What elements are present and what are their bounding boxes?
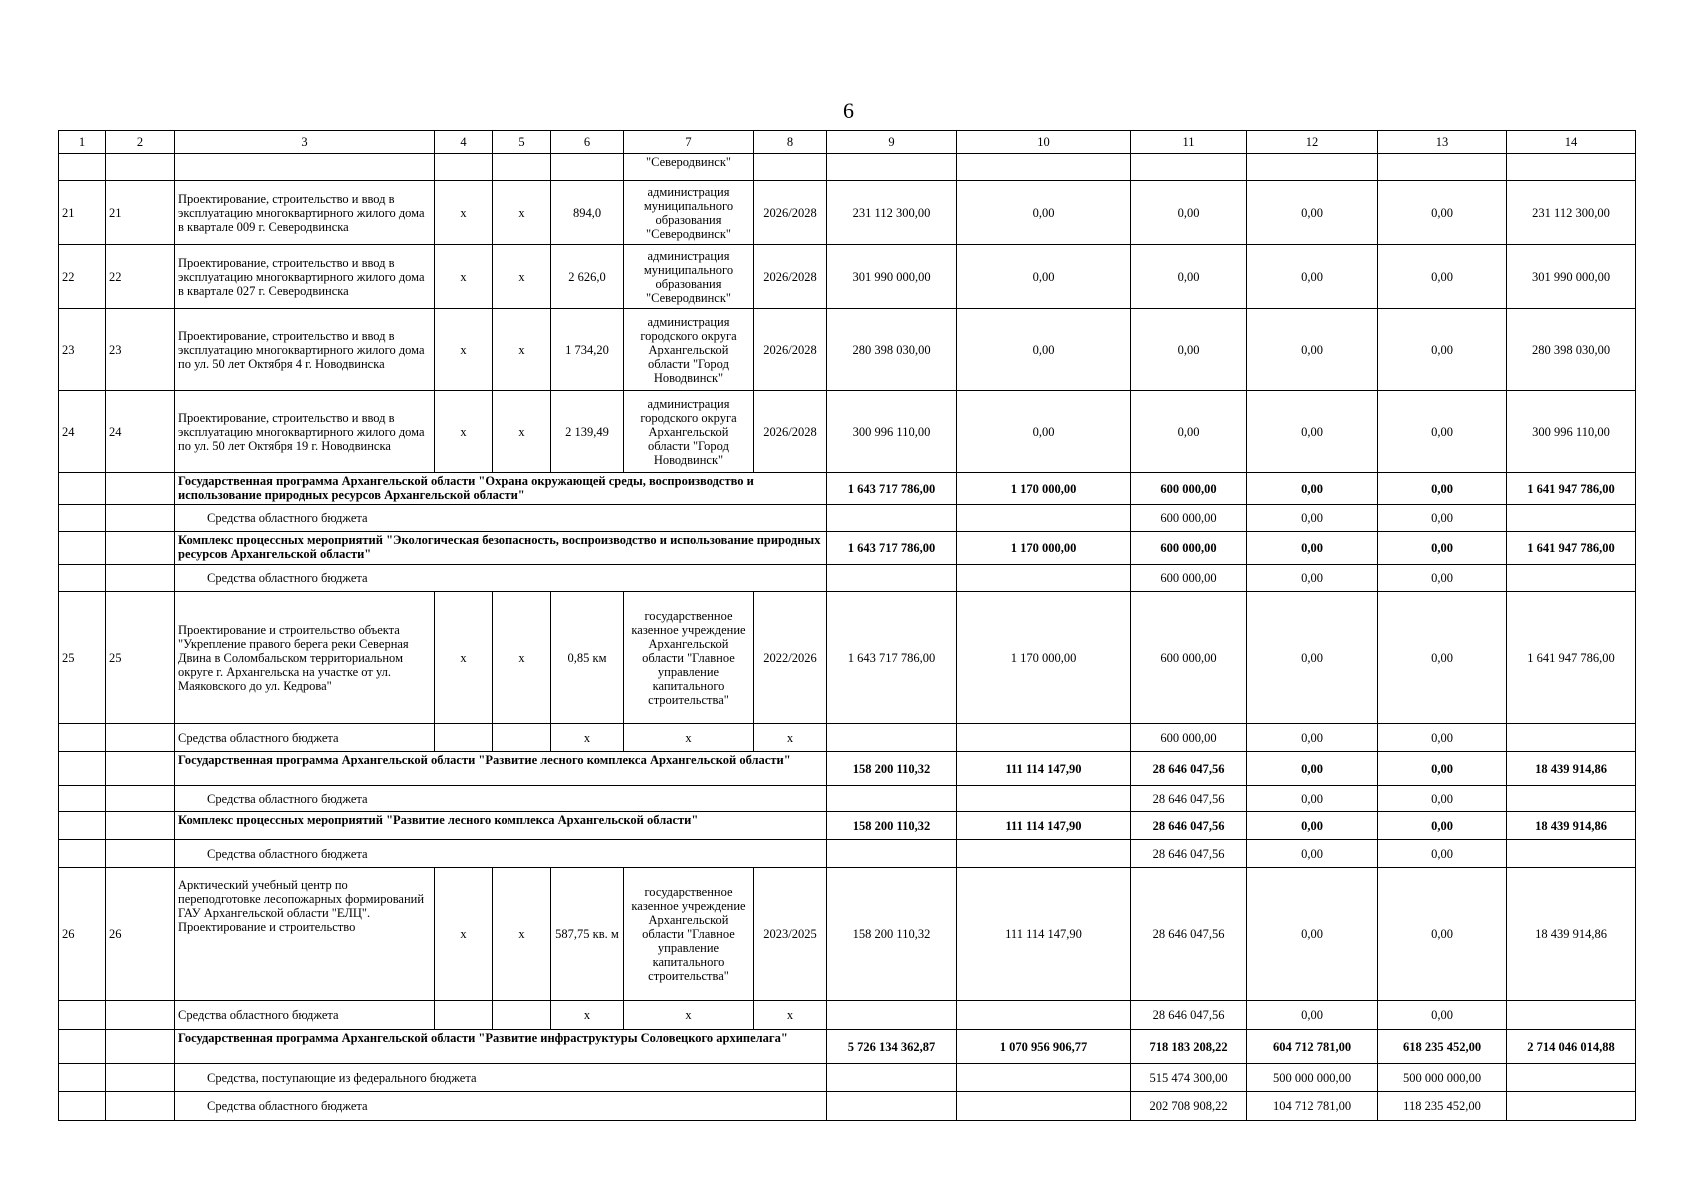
amount-col9: 280 398 030,00 [827,309,957,391]
page-number: 6 [843,98,854,123]
amount-col10: 1 170 000,00 [957,592,1131,724]
amount-col12: 604 712 781,00 [1247,1030,1378,1064]
amount-col10: 0,00 [957,245,1131,309]
row-index: 22 [59,245,106,309]
column-number: 14 [1507,131,1636,154]
amount-col12: 0,00 [1247,786,1378,812]
column-number: 7 [624,131,754,154]
capacity-cell: 0,85 км [551,592,624,724]
row-number: 23 [106,309,175,391]
amount-col13: 118 235 452,00 [1378,1092,1507,1121]
amount-col13: 0,00 [1378,724,1507,752]
program-title: Государственная программа Архангельской области "Развитие инфраструктуры Соловецкого архипелага" [175,1030,827,1064]
amount-col10: 1 070 956 906,77 [957,1030,1131,1064]
organization-cell: государственное казенное учреждение Архангельской области "Главное управление капитального строительства" [624,868,754,1001]
amount-col11: 600 000,00 [1131,565,1247,592]
amount-col13: 0,00 [1378,840,1507,868]
cell-col7: x [624,724,754,752]
amount-col14: 18 439 914,86 [1507,868,1636,1001]
cell-col4: x [435,868,493,1001]
organization-cell: администрация городского округа Архангельской области "Город Новодвинск" [624,391,754,473]
complex-total-row [59,532,1636,565]
funding-source-row [59,565,1636,592]
amount-col12: 0,00 [1247,724,1378,752]
period-cell: 2026/2028 [754,391,827,473]
table-row [59,245,1636,309]
cell-col5: x [493,592,551,724]
capacity-cell: 894,0 [551,181,624,245]
amount-col12: 0,00 [1247,812,1378,840]
cell-col8: x [754,1001,827,1030]
cell-col6: x [551,724,624,752]
amount-col9: 158 200 110,32 [827,752,957,786]
amount-col14: 2 714 046 014,88 [1507,1030,1636,1064]
capacity-cell: 587,75 кв. м [551,868,624,1001]
amount-col11: 28 646 047,56 [1131,786,1247,812]
amount-col11: 28 646 047,56 [1131,812,1247,840]
column-number: 10 [957,131,1131,154]
object-description: Проектирование, строительство и ввод в эксплуатацию многоквартирного жилого дома по ул. 50 лет Октября 4 г. Новодвинска [175,309,435,391]
cell-col8: x [754,724,827,752]
amount-col10: 1 170 000,00 [957,532,1131,565]
object-description: Проектирование, строительство и ввод в эксплуатацию многоквартирного жилого дома по ул. 50 лет Октября 19 г. Новодвинска [175,391,435,473]
period-cell: 2026/2028 [754,245,827,309]
funding-source-label: Средства, поступающие из федерального бюджета [175,1064,827,1092]
table-row [59,391,1636,473]
complex-title: Комплекс процессных мероприятий "Экологическая безопасность, воспроизводство и использование природных ресурсов Архангельской области" [175,532,827,565]
program-total-row [59,752,1636,786]
amount-col9: 1 643 717 786,00 [827,473,957,505]
amount-col10: 111 114 147,90 [957,752,1131,786]
amount-col13: 0,00 [1378,565,1507,592]
funding-source-label: Средства областного бюджета [175,565,827,592]
amount-col13: 0,00 [1378,592,1507,724]
program-title: Государственная программа Архангельской области "Развитие лесного комплекса Архангельской области" [175,752,827,786]
row-index: 25 [59,592,106,724]
row-number: 21 [106,181,175,245]
amount-col13: 0,00 [1378,181,1507,245]
object-description: Проектирование, строительство и ввод в эксплуатацию многоквартирного жилого дома в квартале 009 г. Северодвинска [175,181,435,245]
column-number: 5 [493,131,551,154]
amount-col9: 5 726 134 362,87 [827,1030,957,1064]
amount-col13: 0,00 [1378,752,1507,786]
cell-col4: x [435,309,493,391]
complex-title: Комплекс процессных мероприятий "Развитие лесного комплекса Архангельской области" [175,812,827,840]
column-number: 4 [435,131,493,154]
cell-col5: x [493,391,551,473]
amount-col11: 600 000,00 [1131,532,1247,565]
amount-col11: 28 646 047,56 [1131,1001,1247,1030]
object-description: Проектирование и строительство объекта "Укрепление правого берега реки Северная Двина в Соломбальском территориальном округе г. Архангельска на участке от ул. Маяковского до ул. Кедрова" [175,592,435,724]
funding-source-label: Средства областного бюджета [175,724,435,752]
amount-col14: 300 996 110,00 [1507,391,1636,473]
amount-col9: 1 643 717 786,00 [827,532,957,565]
amount-col13: 0,00 [1378,786,1507,812]
amount-col12: 0,00 [1247,181,1378,245]
amount-col12: 104 712 781,00 [1247,1092,1378,1121]
row-number: 26 [106,868,175,1001]
funding-source-label: Средства областного бюджета [175,840,827,868]
funding-source-label: Средства областного бюджета [175,505,827,532]
amount-col12: 0,00 [1247,505,1378,532]
amount-col13: 0,00 [1378,473,1507,505]
cell-col4: x [435,391,493,473]
column-number: 6 [551,131,624,154]
amount-col12: 0,00 [1247,840,1378,868]
amount-col12: 0,00 [1247,391,1378,473]
column-number: 12 [1247,131,1378,154]
cell-col5: x [493,868,551,1001]
table-row [59,868,1636,1001]
row-index: 24 [59,391,106,473]
organization-cell: "Северодвинск" [624,154,754,181]
amount-col11: 28 646 047,56 [1131,840,1247,868]
amount-col13: 0,00 [1378,309,1507,391]
amount-col10: 0,00 [957,181,1131,245]
amount-col9: 158 200 110,32 [827,812,957,840]
amount-col10: 0,00 [957,309,1131,391]
row-index: 23 [59,309,106,391]
organization-cell: администрация муниципального образования "Северодвинск" [624,245,754,309]
funding-source-row [59,1092,1636,1121]
amount-col11: 718 183 208,22 [1131,1030,1247,1064]
organization-cell: администрация муниципального образования "Северодвинск" [624,181,754,245]
amount-col14: 1 641 947 786,00 [1507,473,1636,505]
cell-col5: x [493,181,551,245]
funding-source-row [59,505,1636,532]
amount-col11: 0,00 [1131,181,1247,245]
amount-col12: 0,00 [1247,473,1378,505]
program-total-row [59,1030,1636,1064]
amount-col11: 28 646 047,56 [1131,752,1247,786]
period-cell: 2023/2025 [754,868,827,1001]
amount-col9: 158 200 110,32 [827,868,957,1001]
amount-col12: 0,00 [1247,592,1378,724]
amount-col12: 0,00 [1247,309,1378,391]
complex-total-row [59,812,1636,840]
amount-col11: 600 000,00 [1131,473,1247,505]
funding-source-label: Средства областного бюджета [175,1092,827,1121]
column-number-row [59,131,1636,154]
column-number: 1 [59,131,106,154]
cell-col4: x [435,181,493,245]
period-cell: 2026/2028 [754,181,827,245]
column-number: 11 [1131,131,1247,154]
capacity-cell: 2 139,49 [551,391,624,473]
amount-col10: 111 114 147,90 [957,868,1131,1001]
amount-col10: 1 170 000,00 [957,473,1131,505]
funding-source-label: Средства областного бюджета [175,1001,435,1030]
amount-col10: 111 114 147,90 [957,812,1131,840]
column-number: 3 [175,131,435,154]
column-number: 2 [106,131,175,154]
table-row [59,181,1636,245]
amount-col9: 231 112 300,00 [827,181,957,245]
amount-col14: 231 112 300,00 [1507,181,1636,245]
amount-col12: 0,00 [1247,752,1378,786]
budget-table [58,130,1636,1121]
amount-col11: 515 474 300,00 [1131,1064,1247,1092]
amount-col13: 0,00 [1378,868,1507,1001]
funding-source-row [59,1064,1636,1092]
amount-col12: 0,00 [1247,868,1378,1001]
amount-col13: 0,00 [1378,532,1507,565]
amount-col11: 600 000,00 [1131,592,1247,724]
amount-col9: 300 996 110,00 [827,391,957,473]
amount-col13: 500 000 000,00 [1378,1064,1507,1092]
amount-col13: 0,00 [1378,245,1507,309]
cell-col4: x [435,592,493,724]
amount-col12: 0,00 [1247,1001,1378,1030]
object-description: Проектирование, строительство и ввод в эксплуатацию многоквартирного жилого дома в квартале 027 г. Северодвинска [175,245,435,309]
row-number: 22 [106,245,175,309]
continuation-row [59,154,1636,181]
amount-col14: 18 439 914,86 [1507,752,1636,786]
program-title: Государственная программа Архангельской области "Охрана окружающей среды, воспроизводство и использование природных ресурсов Архангельской области" [175,473,827,505]
cell-col7: x [624,1001,754,1030]
amount-col13: 0,00 [1378,391,1507,473]
amount-col11: 600 000,00 [1131,505,1247,532]
amount-col11: 0,00 [1131,309,1247,391]
column-number: 8 [754,131,827,154]
funding-source-row [59,1001,1636,1030]
amount-col13: 618 235 452,00 [1378,1030,1507,1064]
amount-col14: 280 398 030,00 [1507,309,1636,391]
column-number: 9 [827,131,957,154]
funding-source-label: Средства областного бюджета [175,786,827,812]
amount-col13: 0,00 [1378,505,1507,532]
cell-col5: x [493,245,551,309]
period-cell: 2022/2026 [754,592,827,724]
organization-cell: администрация городского округа Архангельской области "Город Новодвинск" [624,309,754,391]
row-index: 26 [59,868,106,1001]
amount-col11: 28 646 047,56 [1131,868,1247,1001]
amount-col11: 0,00 [1131,391,1247,473]
table-row [59,592,1636,724]
funding-source-row [59,724,1636,752]
amount-col9: 1 643 717 786,00 [827,592,957,724]
amount-col11: 600 000,00 [1131,724,1247,752]
amount-col12: 500 000 000,00 [1247,1064,1378,1092]
cell-col6: x [551,1001,624,1030]
cell-col4: x [435,245,493,309]
capacity-cell: 1 734,20 [551,309,624,391]
amount-col12: 0,00 [1247,532,1378,565]
amount-col12: 0,00 [1247,245,1378,309]
amount-col11: 0,00 [1131,245,1247,309]
funding-source-row [59,786,1636,812]
capacity-cell: 2 626,0 [551,245,624,309]
amount-col13: 0,00 [1378,1001,1507,1030]
amount-col14: 301 990 000,00 [1507,245,1636,309]
program-total-row [59,473,1636,505]
row-index: 21 [59,181,106,245]
amount-col12: 0,00 [1247,565,1378,592]
amount-col11: 202 708 908,22 [1131,1092,1247,1121]
object-description: Арктический учебный центр по переподготовке лесопожарных формирований ГАУ Архангельской области "ЕЛЦ". Проектирование и строительство [175,868,435,1001]
row-number: 25 [106,592,175,724]
period-cell: 2026/2028 [754,309,827,391]
row-number: 24 [106,391,175,473]
cell-col5: x [493,309,551,391]
amount-col10: 0,00 [957,391,1131,473]
funding-source-row [59,840,1636,868]
organization-cell: государственное казенное учреждение Архангельской области "Главное управление капитального строительства" [624,592,754,724]
table-row [59,309,1636,391]
amount-col14: 1 641 947 786,00 [1507,532,1636,565]
amount-col14: 1 641 947 786,00 [1507,592,1636,724]
amount-col13: 0,00 [1378,812,1507,840]
amount-col14: 18 439 914,86 [1507,812,1636,840]
amount-col9: 301 990 000,00 [827,245,957,309]
column-number: 13 [1378,131,1507,154]
